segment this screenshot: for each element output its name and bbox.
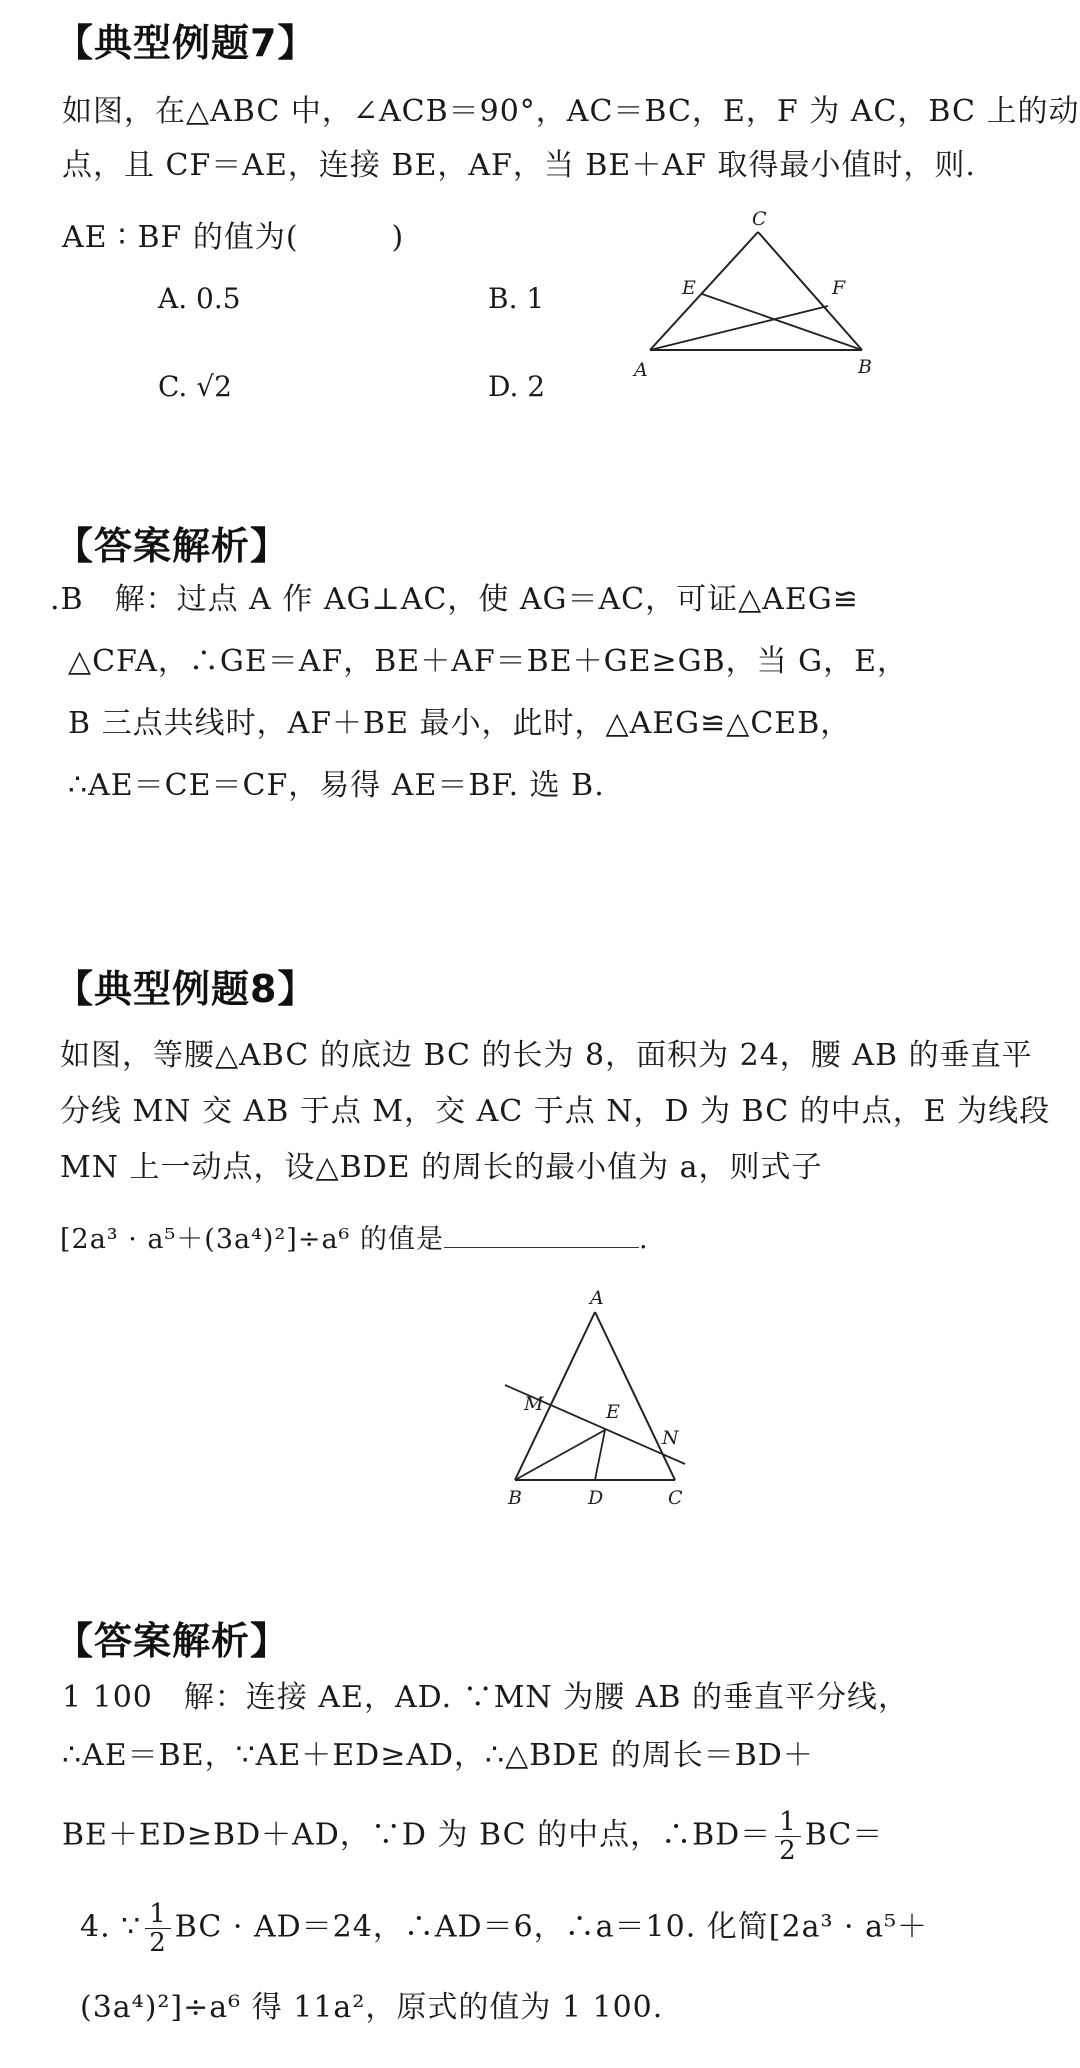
figure8-label-a: A xyxy=(590,1287,604,1309)
figure8-label-m: M xyxy=(524,1393,544,1415)
example8-line-1: 如图，等腰△ABC 的底边 BC 的长为 8，面积为 24，腰 AB 的垂直平 xyxy=(60,1038,1033,1073)
option-a: A. 0.5 xyxy=(158,282,241,315)
figure8-label-b: B xyxy=(508,1487,522,1509)
example8-expression-line xyxy=(60,1220,649,1260)
fraction-numerator: 1 xyxy=(775,1808,801,1837)
answer8-line-4-head: 4. ∵ xyxy=(80,1909,142,1945)
figure7-label-c: C xyxy=(752,210,767,230)
answer7-heading: 【答案解析】 xyxy=(55,524,290,568)
expression-text: [2a³ · a⁵＋(3a⁴)²]÷a⁶ 的值是 xyxy=(60,1224,444,1255)
figure8-label-d: D xyxy=(588,1487,604,1509)
answer8-line-1: 1 100 解：连接 AE，AD. ∵MN 为腰 AB 的垂直平分线， xyxy=(62,1680,909,1715)
answer7-line-3: B 三点共线时，AF＋BE 最小，此时，△AEG≌△CEB， xyxy=(68,706,852,741)
answer8-line-2: ∴AE＝BE，∵AE＋ED≥AD，∴△BDE 的周长＝BD＋ xyxy=(62,1738,814,1773)
fraction-denominator: 2 xyxy=(779,1836,797,1866)
option-d: D. 2 xyxy=(488,370,546,403)
answer8-line-5: (3a⁴)²]÷a⁶ 得 11a²，原式的值为 1 100. xyxy=(80,1990,664,2025)
answer8-line-3 xyxy=(62,1808,883,1865)
example8-figure xyxy=(490,1280,710,1520)
figure7-label-f: F xyxy=(832,277,846,299)
answer8-line-4-text: BC · AD＝24，∴AD＝6，∴a＝10. 化简[2a³ · a⁵＋ xyxy=(174,1909,929,1945)
figure7-label-e: E xyxy=(682,277,696,299)
example7-line-1: 如图，在△ABC 中，∠ACB＝90°，AC＝BC，E，F 为 AC，BC 上的动 xyxy=(62,94,1080,129)
example8-line-2: 分线 MN 交 AB 于点 M，交 AC 于点 N，D 为 BC 的中点，E 为线段 xyxy=(60,1094,1051,1129)
answer7-line-1: .B 解：过点 A 作 AG⊥AC，使 AG＝AC，可证△AEG≌ xyxy=(50,582,859,617)
answer8-line-3-tail: BC＝ xyxy=(804,1817,884,1853)
figure7-label-a: A xyxy=(634,359,648,381)
answer8-heading: 【答案解析】 xyxy=(55,1619,290,1663)
answer-blank xyxy=(444,1221,639,1248)
fraction-numerator: 1 xyxy=(145,1900,171,1929)
figure8-label-e: E xyxy=(606,1401,620,1423)
example7-heading: 【典型例题7】 xyxy=(55,21,317,65)
option-c: C. √2 xyxy=(158,370,232,403)
figure8-label-c: C xyxy=(668,1487,683,1509)
answer8-line-3-text: BE＋ED≥BD＋AD，∵D 为 BC 的中点，∴BD＝ xyxy=(62,1817,772,1853)
example8-line-3: MN 上一动点，设△BDE 的周长的最小值为 a，则式子 xyxy=(60,1150,823,1185)
example7-line-3: AE ∶ BF 的值为( ) xyxy=(62,220,405,255)
fraction-denominator: 2 xyxy=(149,1928,167,1958)
figure8-label-n: N xyxy=(662,1427,679,1449)
answer8-line-4 xyxy=(80,1900,928,1957)
fraction-one-half xyxy=(145,1900,171,1957)
figure7-label-b: B xyxy=(858,356,872,378)
answer7-line-4: ∴AE＝CE＝CF，易得 AE＝BF. 选 B. xyxy=(68,768,605,803)
example7-figure xyxy=(620,210,910,395)
option-b: B. 1 xyxy=(488,282,545,315)
example7-line-2: 点，且 CF＝AE，连接 BE，AF，当 BE＋AF 取得最小值时，则. xyxy=(62,148,976,183)
example8-heading: 【典型例题8】 xyxy=(55,967,317,1011)
expression-end: . xyxy=(638,1224,649,1255)
fraction-one-half xyxy=(775,1808,801,1865)
answer7-line-2: △CFA，∴GE＝AF，BE＋AF＝BE＋GE≥GB，当 G，E， xyxy=(68,644,909,679)
